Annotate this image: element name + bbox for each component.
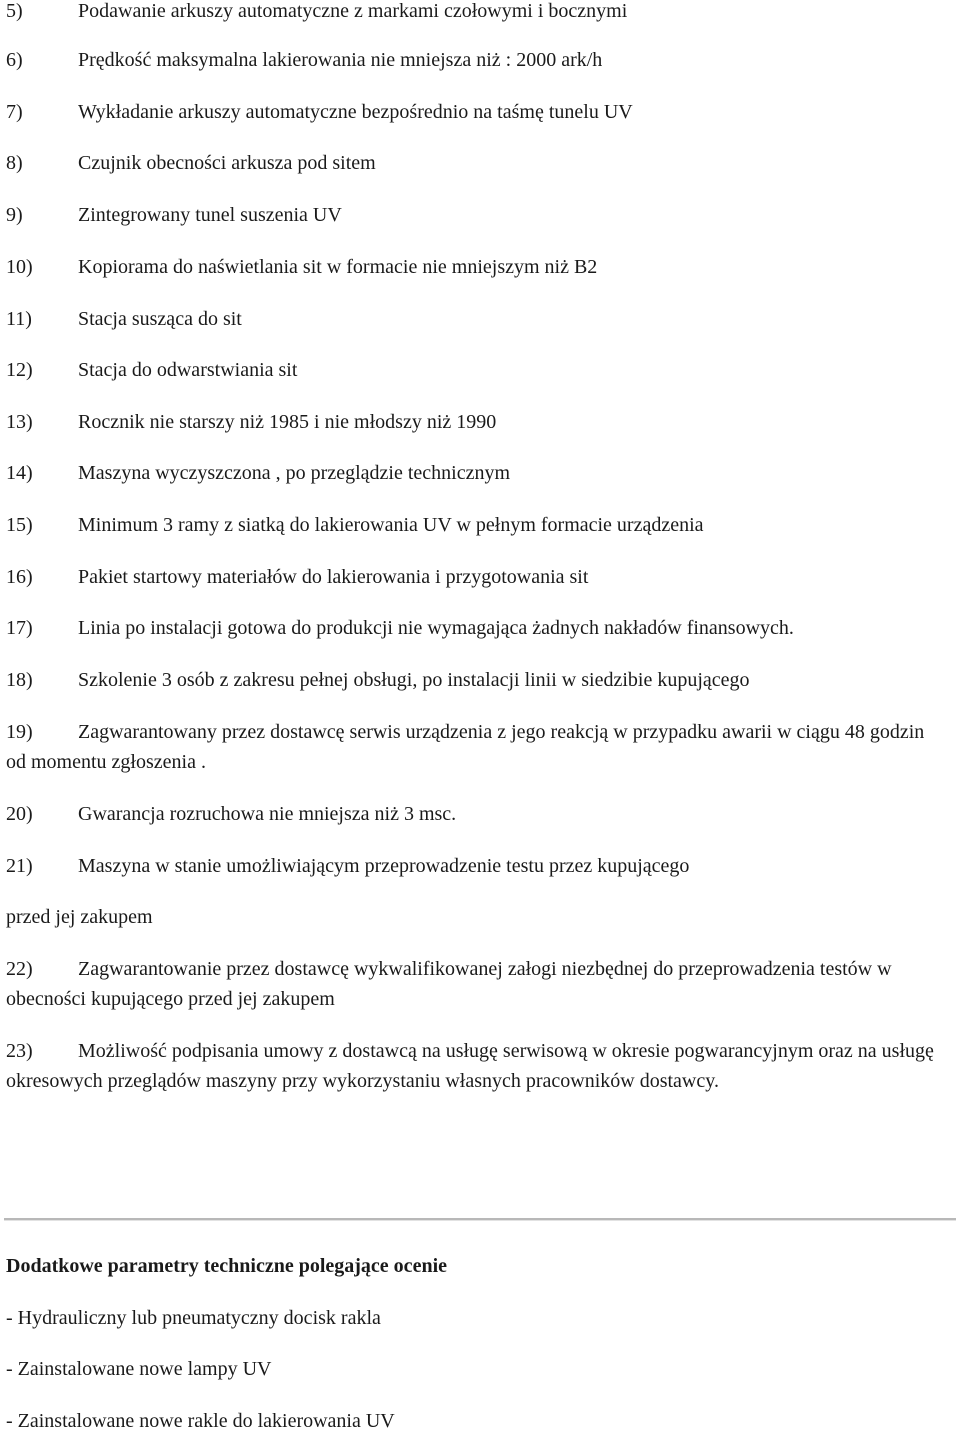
list-item-number: 15) [6,514,33,536]
list-item-number: 11) [6,308,32,330]
list-item-number: 7) [6,101,23,123]
list-item-text: Szkolenie 3 osób z zakresu pełnej obsługi, po instalacji linii w siedzibie kupującego [78,669,750,691]
list-item-text: Zagwarantowanie przez dostawcę wykwalifikowanej załogi niezbędnej do przeprowadzenia testów w obecności kupującego przed jej zakupem [6,958,892,1010]
list-item-number: 18) [6,669,33,691]
list-item-number: 10) [6,256,33,278]
list-item [6,1036,936,1096]
list-item-text: Zintegrowany tunel suszenia UV [78,204,342,226]
list-item-text: Zagwarantowany przez dostawcę serwis urządzenia z jego reakcją w przypadku awarii w ciągu 48 godzin od momentu zgłoszenia . [6,721,925,773]
list-item-number: 5) [6,0,23,22]
list-item-number: 9) [6,204,23,226]
list-item-text: Wykładanie arkuszy automatyczne bezpośrednio na taśmę tunelu UV [78,101,633,123]
section-heading: Dodatkowe parametry techniczne polegające ocenie [6,1255,447,1277]
list-item-continuation: przed jej zakupem [6,906,153,928]
list-item-text: Stacja do odwarstwiania sit [78,359,298,381]
list-item-number: 13) [6,411,33,433]
list-item-text: Minimum 3 ramy z siatką do lakierowania UV w pełnym formacie urządzenia [78,514,704,536]
list-item-text: Prędkość maksymalna lakierowania nie mniejsza niż : 2000 ark/h [78,49,603,71]
list-item-text: Podawanie arkuszy automatyczne z markami czołowymi i bocznymi [78,0,628,22]
list-item-number: 23) [6,1040,33,1062]
list-item-number: 19) [6,721,33,743]
list-item-text: Kopiorama do naświetlania sit w formacie nie mniejszym niż B2 [78,256,598,278]
list-item-text: Rocznik nie starszy niż 1985 i nie młodszy niż 1990 [78,411,497,433]
list-item-text: Maszyna wyczyszczona , po przeglądzie technicznym [78,462,511,484]
list-item-text: Gwarancja rozruchowa nie mniejsza niż 3 msc. [78,803,457,825]
list-item-text: Linia po instalacji gotowa do produkcji nie wymagająca żadnych nakładów finansowych. [78,617,794,639]
list-item-number: 21) [6,855,33,877]
list-item-number: 8) [6,152,23,174]
list-item [6,954,936,1014]
list-item-text: Pakiet startowy materiałów do lakierowania i przygotowania sit [78,566,589,588]
horizontal-divider [4,1218,956,1221]
bullet-item: - Zainstalowane nowe rakle do lakierowania UV [6,1410,395,1432]
bullet-item: - Hydrauliczny lub pneumatyczny docisk rakla [6,1307,381,1329]
list-item-number: 14) [6,462,33,484]
list-item-number: 6) [6,49,23,71]
list-item-number: 17) [6,617,33,639]
list-item-number: 20) [6,803,33,825]
list-item-number: 22) [6,958,33,980]
bullet-item: - Zainstalowane nowe lampy UV [6,1358,272,1380]
list-item-text: Możliwość podpisania umowy z dostawcą na usługę serwisową w okresie pogwarancyjnym oraz na usługę okresowych przeglądów maszyny przy wykorzystaniu własnych pracowników dostawcy. [6,1040,934,1092]
list-item-text: Stacja susząca do sit [78,308,242,330]
list-item-text: Czujnik obecności arkusza pod sitem [78,152,376,174]
list-item-number: 16) [6,566,33,588]
list-item-number: 12) [6,359,33,381]
list-item [6,717,936,777]
list-item-text: Maszyna w stanie umożliwiającym przeprowadzenie testu przez kupującego [78,855,690,877]
